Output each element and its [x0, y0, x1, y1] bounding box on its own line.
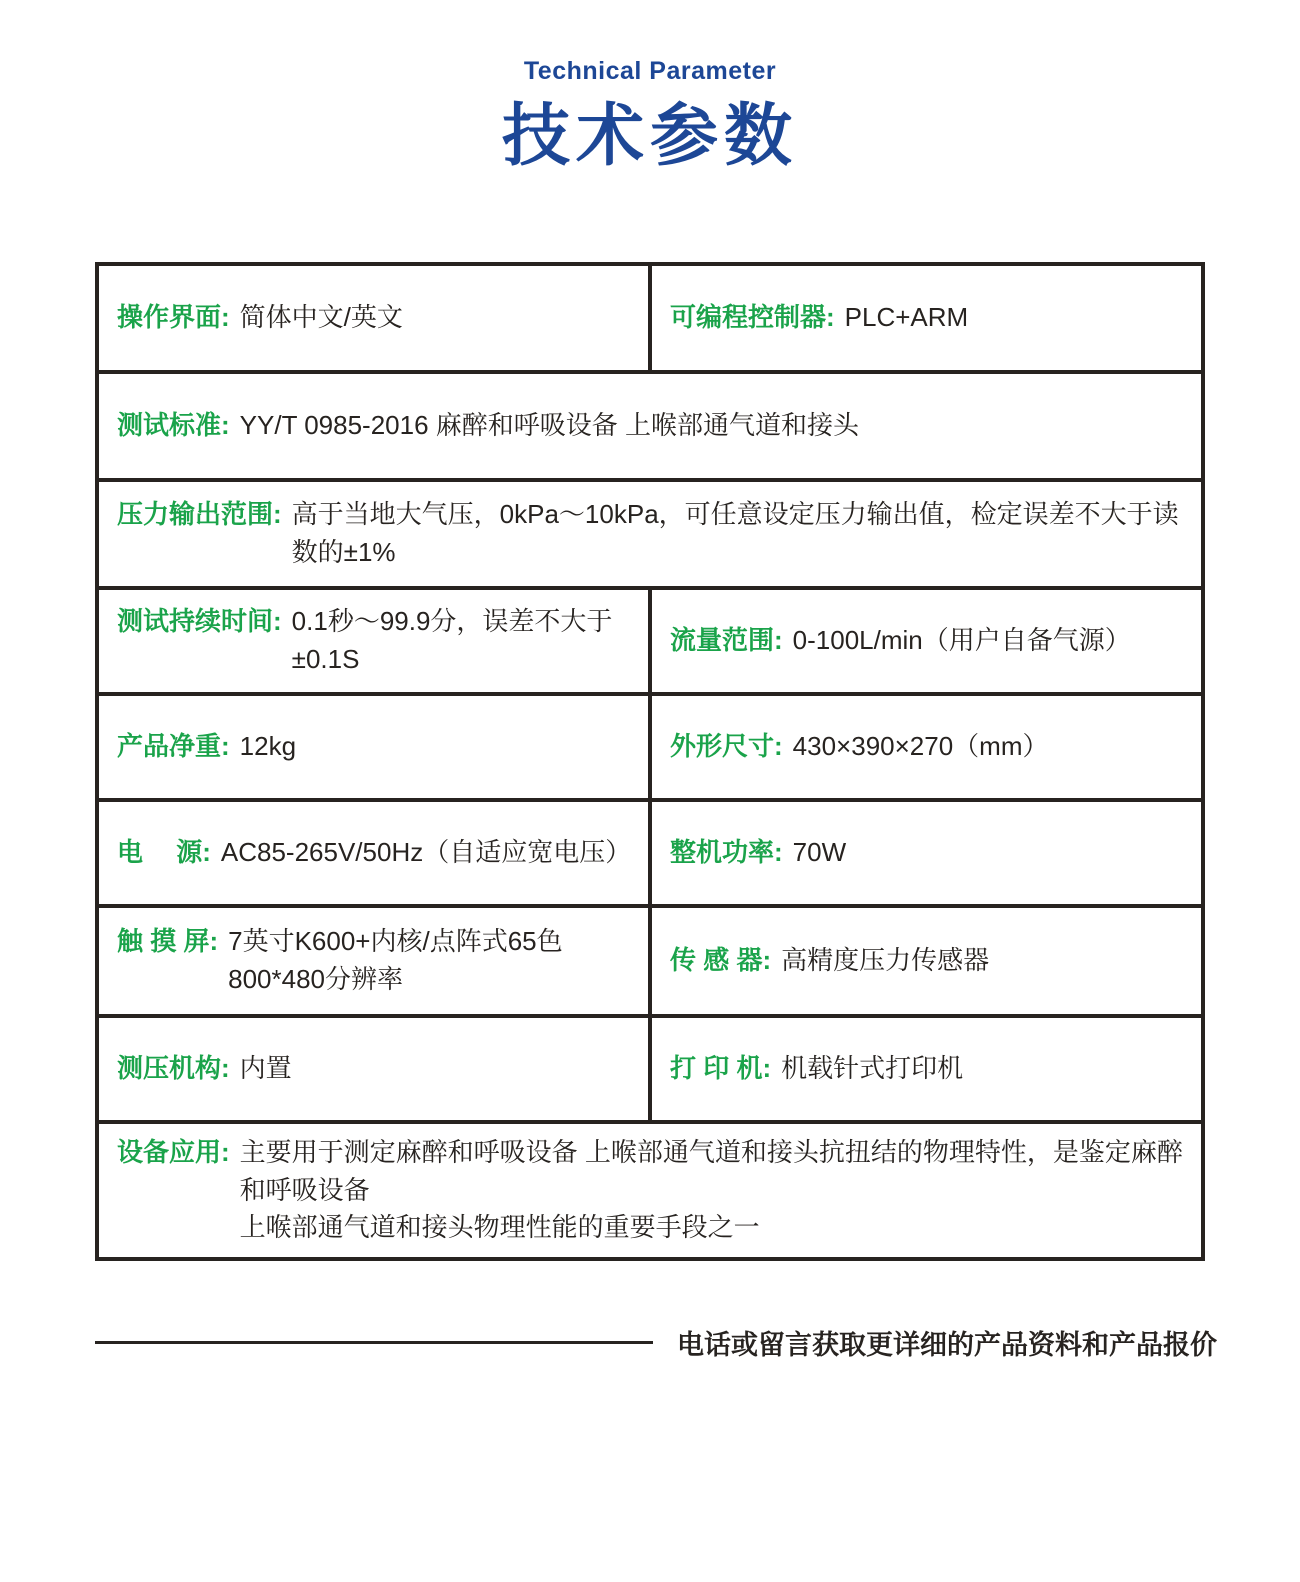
spec-cell-flow-range: [650, 588, 1203, 694]
spec-label: 操作界面:: [117, 302, 230, 333]
spec-cell-sensor: [650, 906, 1203, 1016]
spec-value: 机载针式打印机: [781, 1053, 964, 1084]
spec-value: 主要用于测定麻醉和呼吸设备 上喉部通气道和接头抗扭结的物理特性，是鉴定麻醉和呼吸设备: [239, 1137, 1183, 1205]
spec-cell-operation-interface: [97, 264, 650, 372]
spec-cell-test-duration: [97, 588, 650, 694]
spec-cell-total-power: [650, 800, 1203, 906]
spec-value: 70W: [792, 837, 847, 868]
spec-label: 压力输出范围:: [117, 499, 282, 530]
table-row: [97, 264, 1203, 372]
spec-value-line2: 上喉部通气道和接头物理性能的重要手段之一: [239, 1212, 760, 1243]
spec-table: [95, 262, 1205, 1261]
spec-label: 电 源:: [117, 837, 211, 868]
spec-cell-pressure-measuring-mechanism: [97, 1016, 650, 1122]
table-row: [97, 480, 1203, 588]
table-row: [97, 372, 1203, 480]
spec-value: 0.1秒～99.9分，误差不大于±0.1S: [291, 606, 613, 674]
spec-label: 可编程控制器:: [670, 302, 835, 333]
spec-value: 简体中文/英文: [239, 302, 403, 333]
spec-value-line2: 800*480分辨率: [228, 964, 403, 994]
spec-cell-pressure-output-range: [97, 480, 1203, 588]
spec-value: 12kg: [239, 731, 297, 762]
page-title: 技术参数: [501, 98, 798, 174]
spec-cell-test-standard: [97, 372, 1203, 480]
spec-value: 430×390×270（mm）: [792, 731, 1049, 762]
spec-cell-power-supply: [97, 800, 650, 906]
spec-value: 0-100L/min（用户自备气源）: [792, 625, 1131, 656]
spec-label: 外形尺寸:: [670, 731, 783, 762]
table-row: [97, 800, 1203, 906]
table-row: [97, 906, 1203, 1016]
spec-cell-dimensions: [650, 694, 1203, 800]
spec-cell-touch-screen: [97, 906, 650, 1016]
header: [0, 0, 1300, 179]
divider-line: [95, 1341, 653, 1344]
table-row: [97, 1016, 1203, 1122]
spec-value: 高于当地大气压，0kPa～10kPa，可任意设定压力输出值，检定误差不大于读数的±1%: [291, 499, 1179, 567]
spec-cell-printer: [650, 1016, 1203, 1122]
table-row: [97, 588, 1203, 694]
spec-label: 流量范围:: [670, 625, 783, 656]
spec-value: AC85-265V/50Hz（自适应宽电压）: [220, 837, 632, 868]
spec-value: PLC+ARM: [844, 302, 969, 333]
table-row: [97, 694, 1203, 800]
table-row: [97, 1122, 1203, 1259]
footer-note: 电话或留言获取更详细的产品资料和产品报价: [677, 1330, 1217, 1361]
spec-label: 触 摸 屏:: [117, 926, 219, 957]
header-subtitle: Technical Parameter: [523, 57, 777, 85]
spec-cell-net-weight: [97, 694, 650, 800]
spec-cell-programmable-controller: [650, 264, 1203, 372]
spec-label: 产品净重:: [117, 731, 230, 762]
spec-label: 测压机构:: [117, 1053, 230, 1084]
spec-value: 高精度压力传感器: [781, 945, 990, 976]
spec-value: 7英寸K600+内核/点阵式65色: [228, 926, 563, 957]
spec-cell-equipment-application: [97, 1122, 1203, 1259]
spec-label: 设备应用:: [117, 1137, 230, 1167]
spec-label: 测试持续时间:: [117, 606, 282, 637]
spec-label: 打 印 机:: [670, 1053, 772, 1084]
spec-label: 整机功率:: [670, 837, 783, 868]
spec-value: YY/T 0985-2016 麻醉和呼吸设备 上喉部通气道和接头: [239, 410, 860, 441]
footer: [95, 1323, 1217, 1362]
spec-value: 内置: [239, 1053, 292, 1084]
spec-label: 传 感 器:: [670, 945, 772, 976]
spec-label: 测试标准:: [117, 410, 230, 441]
